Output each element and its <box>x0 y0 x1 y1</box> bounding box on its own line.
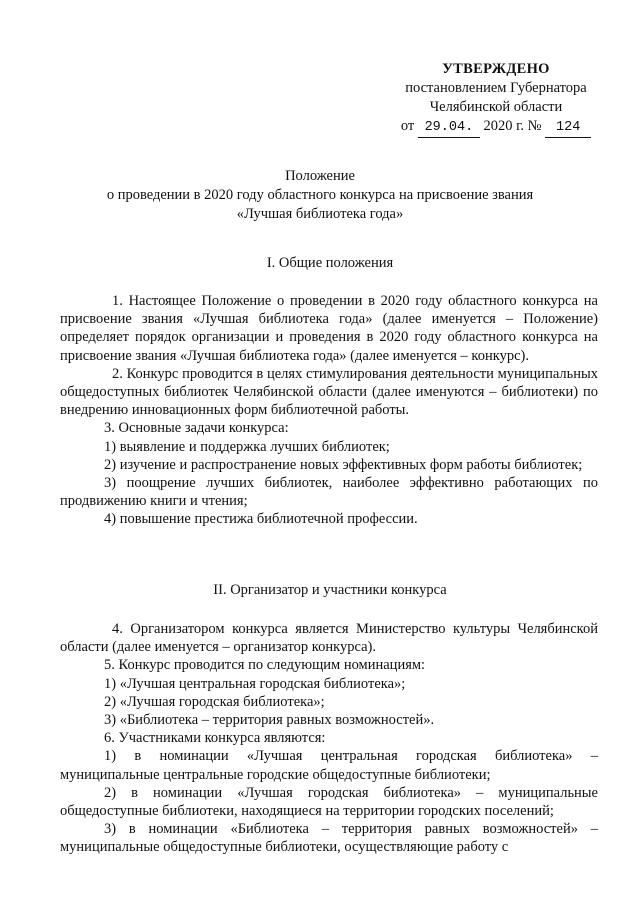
list-item: 1) «Лучшая центральная городская библиотека»; <box>104 675 406 692</box>
paragraph-4: 4. Организатором конкурса является Министерство культуры Челябинской области (далее именуется – организатор конкурса). <box>60 621 598 656</box>
list-item: 1) в номинации «Лучшая центральная городская библиотека» – муниципальные центральные городские общедоступные библиотеки; <box>60 748 598 783</box>
approval-number-field <box>545 117 591 138</box>
list-item: 2) в номинации «Лучшая городская библиотека» – муниципальные общедоступные библиотеки, находящиеся на территории городских поселений; <box>60 784 598 820</box>
list-item: 3) «Библиотека – территория равных возможностей». <box>104 712 435 729</box>
approval-line-1: постановлением Губернатора <box>405 80 587 96</box>
paragraph-1: 1. Настоящее Положение о проведении в 2020 году областного конкурса на присвоение звания «Лучшая библиотека года» (далее именуется – Положение) определяет порядок организации и проведения в 2020 году областного конкурса на присвоение звания «Лучшая библиотека года» (далее именуется – конкурс). <box>60 293 598 364</box>
section-1-body <box>60 292 598 529</box>
approval-date-year: 2020 г. № <box>483 118 542 134</box>
approval-date-field <box>418 117 480 138</box>
approval-stamp <box>386 60 606 138</box>
document-title-line-1: Положение <box>285 168 355 184</box>
section-1-heading: I. Общие положения <box>266 255 394 271</box>
paragraph-3: 3. Основные задачи конкурса: <box>104 420 289 437</box>
approval-date-value: 29.04. <box>424 120 474 135</box>
list-item: 3) в номинации «Библиотека – территория равных возможностей» – муниципальные общедоступные библиотеки, осуществляющие работу с <box>60 821 598 856</box>
list-item: 4) повышение престижа библиотечной профессии. <box>104 511 418 528</box>
approval-date-prefix: от <box>400 118 415 134</box>
document-title-line-3: «Лучшая библиотека года» <box>236 206 404 222</box>
paragraph-6: 6. Участниками конкурса являются: <box>104 730 326 747</box>
list-item: 3) поощрение лучших библиотек, наиболее эффективно работающих по продвижению книги и чтения; <box>60 475 598 510</box>
approval-line-2: Челябинской области <box>429 99 563 115</box>
list-item: 2) изучение и распространение новых эффективных форм работы библиотек; <box>104 456 583 473</box>
section-2-heading: II. Организатор и участники конкурса <box>213 582 447 598</box>
list-item: 1) выявление и поддержка лучших библиотек; <box>104 438 390 455</box>
document-title <box>90 167 550 224</box>
approval-date-line <box>386 117 606 138</box>
approval-heading: УТВЕРЖДЕНО <box>442 61 550 77</box>
document-title-line-2: о проведении в 2020 году областного конкурса на присвоение звания <box>106 187 534 203</box>
paragraph-5: 5. Конкурс проводится по следующим номинациям: <box>104 657 426 674</box>
paragraph-2: 2. Конкурс проводится в целях стимулирования деятельности муниципальных общедоступных библиотек Челябинской области (далее именуются – библиотеки) по внедрению инновационных форм библиотечной работы. <box>60 365 598 419</box>
approval-number-value: 124 <box>556 120 581 135</box>
section-2-body <box>60 620 598 857</box>
list-item: 2) «Лучшая городская библиотека»; <box>104 693 325 710</box>
